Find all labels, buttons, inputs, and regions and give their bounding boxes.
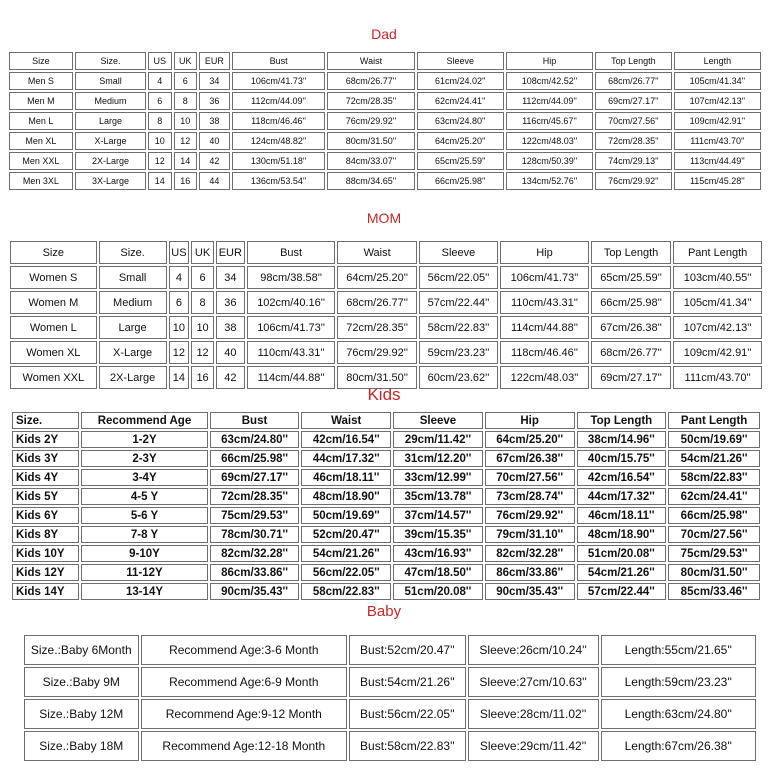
table-cell: Kids 4Y [12, 469, 79, 486]
table-cell: 80cm/31.50'' [337, 366, 416, 389]
table-cell: 50cm/19.69'' [301, 507, 391, 524]
table-cell: 75cm/29.53'' [668, 545, 760, 562]
kids-section-title: Kids [367, 385, 401, 404]
table-cell: 48cm/18.90'' [301, 488, 391, 505]
table-cell: 6 [191, 266, 214, 289]
table-cell: 78cm/30.71'' [210, 526, 300, 543]
table-cell: Bust:56cm/22.05'' [349, 699, 466, 729]
table-row [10, 291, 762, 314]
table-cell: 5-6 Y [81, 507, 207, 524]
table-cell: X-Large [99, 341, 167, 364]
table-cell: Recommend Age:6-9 Month [141, 667, 348, 697]
dad-header-row [9, 52, 761, 70]
table-cell: 40cm/15.75'' [577, 450, 667, 467]
table-cell: 62cm/24.41'' [417, 92, 504, 110]
table-cell: 1-2Y [81, 431, 207, 448]
table-row [9, 112, 761, 130]
table-cell: 110cm/43.31'' [247, 341, 336, 364]
table-row [24, 699, 756, 729]
column-header: Bust [210, 412, 300, 429]
table-cell: 74cm/29.13'' [595, 152, 672, 170]
table-cell: 118cm/46.46'' [232, 112, 326, 130]
column-header: US [169, 241, 190, 264]
table-row [12, 545, 760, 562]
table-cell: 44cm/17.32'' [301, 450, 391, 467]
table-cell: 54cm/21.26'' [301, 545, 391, 562]
table-cell: 84cm/33.07'' [327, 152, 414, 170]
table-cell: 31cm/12.20'' [393, 450, 483, 467]
table-cell: 66cm/25.98'' [591, 291, 671, 314]
table-cell: 12 [169, 341, 190, 364]
table-cell: Sleeve:26cm/10.24'' [468, 635, 599, 665]
table-row [12, 564, 760, 581]
table-cell: 10 [174, 112, 197, 130]
table-cell: Length:63cm/24.80'' [601, 699, 756, 729]
table-cell: Recommend Age:9-12 Month [141, 699, 348, 729]
table-cell: 39cm/15.35'' [393, 526, 483, 543]
table-cell: Men XXL [9, 152, 73, 170]
table-cell: 47cm/18.50'' [393, 564, 483, 581]
table-cell: 37cm/14.57'' [393, 507, 483, 524]
table-cell: 122cm/48.03'' [506, 132, 593, 150]
table-cell: 128cm/50.39'' [506, 152, 593, 170]
table-cell: 38cm/14.96'' [577, 431, 667, 448]
table-cell: 36 [199, 92, 230, 110]
mom-size-table [8, 239, 764, 391]
column-header: Bust [232, 52, 326, 70]
table-cell: 16 [191, 366, 214, 389]
table-cell: Men XL [9, 132, 73, 150]
table-cell: 58cm/22.83'' [419, 316, 498, 339]
table-cell: 107cm/42.13'' [673, 316, 762, 339]
table-cell: 38 [199, 112, 230, 130]
table-cell: 48cm/18.90'' [577, 526, 667, 543]
table-cell: Length:67cm/26.38'' [601, 731, 756, 761]
table-cell: Medium [75, 92, 146, 110]
column-header: Sleeve [393, 412, 483, 429]
table-cell: 42cm/16.54'' [577, 469, 667, 486]
baby-size-table [22, 633, 758, 763]
column-header: Top Length [577, 412, 667, 429]
table-cell: 10 [148, 132, 171, 150]
table-cell: 42cm/16.54'' [301, 431, 391, 448]
column-header: UK [174, 52, 197, 70]
table-cell: 4 [148, 72, 171, 90]
table-row [9, 92, 761, 110]
table-cell: Kids 8Y [12, 526, 79, 543]
table-cell: 4-5 Y [81, 488, 207, 505]
table-cell: Sleeve:28cm/11.02'' [468, 699, 599, 729]
table-cell: 12 [148, 152, 171, 170]
table-row [10, 266, 762, 289]
table-cell: 111cm/43.70'' [673, 366, 762, 389]
table-cell: Large [75, 112, 146, 130]
table-cell: 54cm/21.26'' [577, 564, 667, 581]
kids-size-table [10, 410, 762, 602]
table-cell: 50cm/19.69'' [668, 431, 760, 448]
table-cell: 51cm/20.08'' [577, 545, 667, 562]
column-header: Hip [500, 241, 589, 264]
table-cell: 115cm/45.28'' [674, 172, 761, 190]
table-cell: 102cm/40.16'' [247, 291, 336, 314]
table-cell: 35cm/13.78'' [393, 488, 483, 505]
column-header: UK [191, 241, 214, 264]
table-cell: 8 [148, 112, 171, 130]
table-cell: 16 [174, 172, 197, 190]
table-cell: Women S [10, 266, 97, 289]
column-header: EUR [199, 52, 230, 70]
table-cell: 106cm/41.73'' [500, 266, 589, 289]
table-cell: 64cm/25.20'' [485, 431, 575, 448]
table-cell: 124cm/48.82'' [232, 132, 326, 150]
table-cell: Bust:52cm/20.47'' [349, 635, 466, 665]
table-cell: 2-3Y [81, 450, 207, 467]
table-cell: 60cm/23.62'' [419, 366, 498, 389]
table-cell: 40 [199, 132, 230, 150]
table-cell: 67cm/26.38'' [485, 450, 575, 467]
table-cell: 69cm/27.17'' [591, 366, 671, 389]
table-row [10, 316, 762, 339]
column-header: Pant Length [668, 412, 760, 429]
table-cell: 57cm/22.44'' [419, 291, 498, 314]
dad-size-table [7, 50, 763, 192]
table-cell: 56cm/22.05'' [419, 266, 498, 289]
column-header: Waist [301, 412, 391, 429]
table-cell: 72cm/28.35'' [595, 132, 672, 150]
table-cell: 38 [216, 316, 245, 339]
table-cell: Size.:Baby 12M [24, 699, 139, 729]
table-row [12, 507, 760, 524]
table-cell: 36 [216, 291, 245, 314]
column-header: Size. [12, 412, 79, 429]
table-cell: 2X-Large [99, 366, 167, 389]
table-cell: Size.:Baby 6Month [24, 635, 139, 665]
table-row [24, 731, 756, 761]
table-cell: Sleeve:27cm/10.63'' [468, 667, 599, 697]
table-cell: 82cm/32.28'' [210, 545, 300, 562]
table-cell: 76cm/29.92'' [595, 172, 672, 190]
table-cell: 6 [169, 291, 190, 314]
table-cell: 44 [199, 172, 230, 190]
table-cell: 103cm/40.55'' [673, 266, 762, 289]
table-cell: 9-10Y [81, 545, 207, 562]
table-row [9, 132, 761, 150]
table-cell: 63cm/24.80'' [417, 112, 504, 130]
table-cell: 46cm/18.11'' [301, 469, 391, 486]
table-cell: 59cm/23.23'' [419, 341, 498, 364]
table-cell: 14 [169, 366, 190, 389]
table-cell: Kids 2Y [12, 431, 79, 448]
table-cell: Bust:58cm/22.83'' [349, 731, 466, 761]
table-row [12, 450, 760, 467]
table-cell: 75cm/29.53'' [210, 507, 300, 524]
table-row [12, 583, 760, 600]
table-cell: 70cm/27.56'' [595, 112, 672, 130]
table-cell: Small [99, 266, 167, 289]
table-cell: 80cm/31.50'' [327, 132, 414, 150]
table-cell: 58cm/22.83'' [668, 469, 760, 486]
table-cell: Men S [9, 72, 73, 90]
column-header: Hip [506, 52, 593, 70]
table-cell: 76cm/29.92'' [485, 507, 575, 524]
table-cell: Size.:Baby 9M [24, 667, 139, 697]
table-cell: 114cm/44.88'' [500, 316, 589, 339]
table-cell: 110cm/43.31'' [500, 291, 589, 314]
table-cell: 109cm/42.91'' [674, 112, 761, 130]
table-row [10, 341, 762, 364]
table-cell: 107cm/42.13'' [674, 92, 761, 110]
table-cell: 66cm/25.98'' [210, 450, 300, 467]
table-cell: 58cm/22.83'' [301, 583, 391, 600]
table-cell: 118cm/46.46'' [500, 341, 589, 364]
table-cell: Women L [10, 316, 97, 339]
table-cell: 29cm/11.42'' [393, 431, 483, 448]
table-cell: 14 [148, 172, 171, 190]
table-cell: 90cm/35.43'' [485, 583, 575, 600]
column-header: Length [674, 52, 761, 70]
table-row [9, 172, 761, 190]
column-header: Waist [337, 241, 416, 264]
table-cell: 105cm/41.34'' [674, 72, 761, 90]
table-cell: 57cm/22.44'' [577, 583, 667, 600]
table-cell: 64cm/25.20'' [337, 266, 416, 289]
table-cell: 79cm/31.10'' [485, 526, 575, 543]
table-cell: 109cm/42.91'' [673, 341, 762, 364]
table-cell: Medium [99, 291, 167, 314]
table-cell: 11-12Y [81, 564, 207, 581]
table-cell: 33cm/12.99'' [393, 469, 483, 486]
table-cell: 68cm/26.77'' [337, 291, 416, 314]
table-cell: 112cm/44.09'' [506, 92, 593, 110]
table-cell: 6 [148, 92, 171, 110]
table-row [12, 431, 760, 448]
table-cell: 114cm/44.88'' [247, 366, 336, 389]
table-cell: 43cm/16.93'' [393, 545, 483, 562]
table-row [12, 469, 760, 486]
baby-section-title: Baby [366, 603, 402, 620]
table-cell: Men L [9, 112, 73, 130]
table-cell: Size.:Baby 18M [24, 731, 139, 761]
table-cell: 68cm/26.77'' [327, 72, 414, 90]
table-cell: 72cm/28.35'' [327, 92, 414, 110]
table-cell: 82cm/32.28'' [485, 545, 575, 562]
table-cell: 73cm/28.74'' [485, 488, 575, 505]
column-header: Size [9, 52, 73, 70]
table-cell: Kids 12Y [12, 564, 79, 581]
table-cell: 10 [169, 316, 190, 339]
table-row [12, 488, 760, 505]
table-cell: 85cm/33.46'' [668, 583, 760, 600]
table-cell: Men M [9, 92, 73, 110]
table-cell: 88cm/34.65'' [327, 172, 414, 190]
table-cell: 111cm/43.70'' [674, 132, 761, 150]
table-cell: 106cm/41.73'' [247, 316, 336, 339]
table-cell: 42 [216, 366, 245, 389]
column-header: US [148, 52, 171, 70]
table-cell: 68cm/26.77'' [591, 341, 671, 364]
column-header: Sleeve [417, 52, 504, 70]
table-cell: 61cm/24.02'' [417, 72, 504, 90]
table-cell: 90cm/35.43'' [210, 583, 300, 600]
table-cell: Men 3XL [9, 172, 73, 190]
table-cell: 62cm/24.41'' [668, 488, 760, 505]
table-cell: 116cm/45.67'' [506, 112, 593, 130]
table-cell: 134cm/52.76'' [506, 172, 593, 190]
table-row [9, 152, 761, 170]
table-row [24, 667, 756, 697]
table-cell: 8 [174, 92, 197, 110]
table-cell: 52cm/20.47'' [301, 526, 391, 543]
table-cell: 86cm/33.86'' [485, 564, 575, 581]
table-cell: 14 [174, 152, 197, 170]
column-header: Size. [75, 52, 146, 70]
table-cell: 76cm/29.92'' [337, 341, 416, 364]
kids-header-row [12, 412, 760, 429]
table-cell: 113cm/44.49'' [674, 152, 761, 170]
table-cell: 8 [191, 291, 214, 314]
column-header: Sleeve [419, 241, 498, 264]
table-cell: 6 [174, 72, 197, 90]
table-cell: 76cm/29.92'' [327, 112, 414, 130]
table-cell: Women XXL [10, 366, 97, 389]
table-cell: 106cm/41.73'' [232, 72, 326, 90]
table-cell: 63cm/24.80'' [210, 431, 300, 448]
column-header: EUR [216, 241, 245, 264]
table-cell: 69cm/27.17'' [210, 469, 300, 486]
table-cell: 34 [216, 266, 245, 289]
column-header: Size [10, 241, 97, 264]
table-cell: Recommend Age:12-18 Month [141, 731, 348, 761]
column-header: Bust [247, 241, 336, 264]
dad-section-title: Dad [371, 26, 397, 42]
table-cell: Large [99, 316, 167, 339]
table-cell: 70cm/27.56'' [485, 469, 575, 486]
mom-section-title: MOM [366, 210, 402, 226]
table-cell: Women XL [10, 341, 97, 364]
table-cell: Kids 14Y [12, 583, 79, 600]
table-cell: Length:59cm/23.23'' [601, 667, 756, 697]
table-row [9, 72, 761, 90]
table-cell: 66cm/25.98'' [668, 507, 760, 524]
column-header: Waist [327, 52, 414, 70]
table-cell: 44cm/17.32'' [577, 488, 667, 505]
table-cell: 4 [169, 266, 190, 289]
table-cell: 10 [191, 316, 214, 339]
table-cell: 12 [174, 132, 197, 150]
table-cell: Recommend Age:3-6 Month [141, 635, 348, 665]
table-row [24, 635, 756, 665]
table-cell: 2X-Large [75, 152, 146, 170]
table-cell: 42 [199, 152, 230, 170]
table-cell: 7-8 Y [81, 526, 207, 543]
table-cell: 112cm/44.09'' [232, 92, 326, 110]
table-cell: Small [75, 72, 146, 90]
table-cell: 54cm/21.26'' [668, 450, 760, 467]
table-cell: 136cm/53.54'' [232, 172, 326, 190]
table-cell: 65cm/25.59'' [417, 152, 504, 170]
table-cell: 122cm/48.03'' [500, 366, 589, 389]
table-cell: 3-4Y [81, 469, 207, 486]
table-cell: 3X-Large [75, 172, 146, 190]
column-header: Top Length [595, 52, 672, 70]
table-row [12, 526, 760, 543]
table-cell: Women M [10, 291, 97, 314]
mom-header-row [10, 241, 762, 264]
table-cell: 68cm/26.77'' [595, 72, 672, 90]
table-cell: 12 [191, 341, 214, 364]
column-header: Size. [99, 241, 167, 264]
table-cell: Kids 3Y [12, 450, 79, 467]
table-cell: 46cm/18.11'' [577, 507, 667, 524]
column-header: Pant Length [673, 241, 762, 264]
table-cell: 34 [199, 72, 230, 90]
table-cell: 70cm/27.56'' [668, 526, 760, 543]
table-cell: 98cm/38.58'' [247, 266, 336, 289]
table-cell: Kids 10Y [12, 545, 79, 562]
table-cell: 64cm/25.20'' [417, 132, 504, 150]
column-header: Hip [485, 412, 575, 429]
table-cell: Sleeve:29cm/11.42'' [468, 731, 599, 761]
table-cell: 51cm/20.08'' [393, 583, 483, 600]
table-cell: Length:55cm/21.65'' [601, 635, 756, 665]
table-cell: 72cm/28.35'' [210, 488, 300, 505]
column-header: Top Length [591, 241, 671, 264]
table-cell: 105cm/41.34'' [673, 291, 762, 314]
table-cell: 66cm/25.98'' [417, 172, 504, 190]
table-cell: Kids 6Y [12, 507, 79, 524]
table-cell: 80cm/31.50'' [668, 564, 760, 581]
table-cell: 72cm/28.35'' [337, 316, 416, 339]
table-cell: Kids 5Y [12, 488, 79, 505]
table-cell: 40 [216, 341, 245, 364]
table-cell: 108cm/42.52'' [506, 72, 593, 90]
table-cell: 56cm/22.05'' [301, 564, 391, 581]
table-cell: Bust:54cm/21.26'' [349, 667, 466, 697]
table-cell: 13-14Y [81, 583, 207, 600]
table-cell: 130cm/51.18'' [232, 152, 326, 170]
table-cell: 69cm/27.17'' [595, 92, 672, 110]
table-cell: 65cm/25.59'' [591, 266, 671, 289]
table-cell: X-Large [75, 132, 146, 150]
column-header: Recommend Age [81, 412, 207, 429]
table-cell: 86cm/33.86'' [210, 564, 300, 581]
table-cell: 67cm/26.38'' [591, 316, 671, 339]
